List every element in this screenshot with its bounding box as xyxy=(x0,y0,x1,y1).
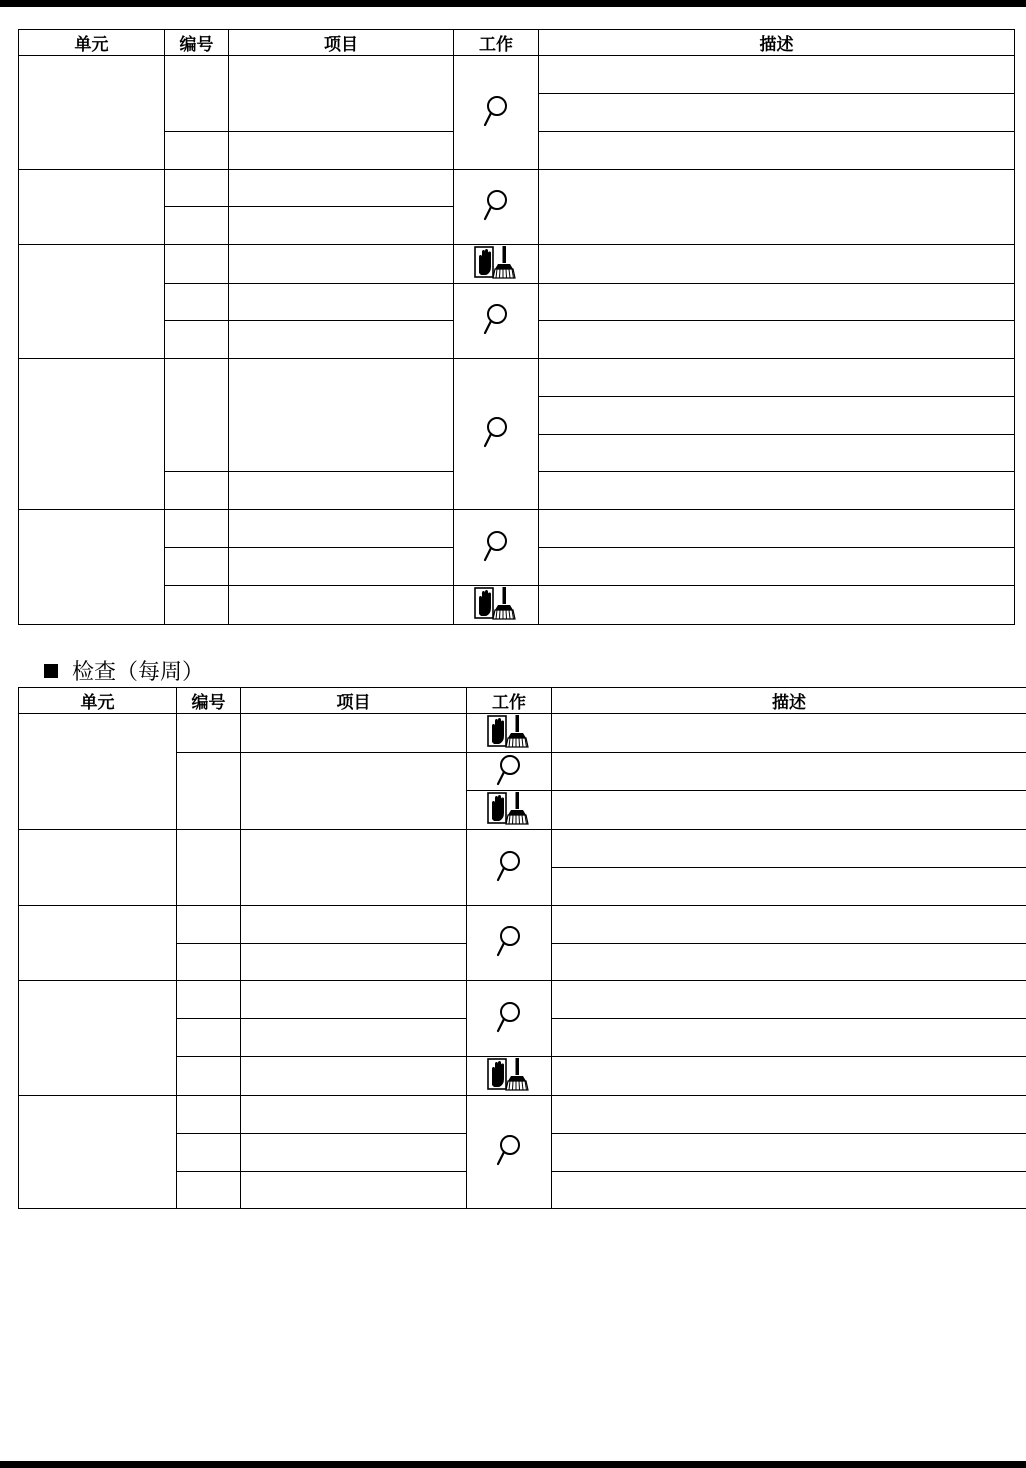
table-row xyxy=(19,830,1026,868)
bottom-rule xyxy=(0,1461,1026,1468)
magnifier-icon xyxy=(496,850,522,886)
work-cell xyxy=(467,753,552,791)
item-cell xyxy=(229,56,454,132)
item-cell xyxy=(229,472,454,510)
table-row xyxy=(19,906,1026,944)
work-cell xyxy=(454,56,539,170)
number-cell xyxy=(177,753,241,830)
item-cell xyxy=(241,1172,467,1209)
number-cell xyxy=(177,1057,241,1096)
description-cell xyxy=(552,830,1026,868)
description-cell xyxy=(539,510,1015,548)
description-cell xyxy=(539,359,1015,397)
header-work: 工作 xyxy=(467,688,552,714)
item-cell xyxy=(241,714,467,753)
description-cell xyxy=(539,586,1015,625)
top-rule xyxy=(0,0,1026,7)
header-unit: 单元 xyxy=(19,688,177,714)
magnifier-icon xyxy=(483,416,509,452)
magnifier-icon xyxy=(483,189,509,225)
maintenance-table-2 xyxy=(18,687,1026,1209)
magnifier-icon xyxy=(483,530,509,566)
description-cell xyxy=(552,753,1026,791)
number-cell xyxy=(165,284,229,321)
section-title-text: 检查（每周） xyxy=(72,660,205,685)
item-cell xyxy=(229,132,454,170)
description-cell xyxy=(552,1134,1026,1172)
hand-brush-icon xyxy=(474,586,518,624)
work-cell xyxy=(467,791,552,830)
work-cell xyxy=(454,245,539,284)
table-row xyxy=(19,245,1015,284)
number-cell xyxy=(177,1019,241,1057)
description-cell xyxy=(539,472,1015,510)
magnifier-icon xyxy=(483,95,509,131)
description-cell xyxy=(539,397,1015,435)
magnifier-icon xyxy=(496,1134,522,1170)
maintenance-table-1 xyxy=(18,29,1015,625)
description-cell xyxy=(539,321,1015,359)
header-unit: 单元 xyxy=(19,30,165,56)
unit-cell xyxy=(19,714,177,830)
item-cell xyxy=(241,753,467,830)
section-heading-weekly-inspection xyxy=(44,655,204,686)
work-cell xyxy=(454,170,539,245)
item-cell xyxy=(229,359,454,472)
item-cell xyxy=(241,981,467,1019)
work-cell xyxy=(467,981,552,1057)
unit-cell xyxy=(19,1096,177,1209)
item-cell xyxy=(229,321,454,359)
work-cell xyxy=(454,284,539,359)
number-cell xyxy=(165,321,229,359)
description-cell xyxy=(539,132,1015,170)
header-number: 编号 xyxy=(165,30,229,56)
number-cell xyxy=(177,830,241,906)
magnifier-icon xyxy=(483,303,509,339)
work-cell xyxy=(467,906,552,981)
hand-brush-icon xyxy=(487,714,531,752)
description-cell xyxy=(539,284,1015,321)
description-cell xyxy=(552,714,1026,753)
item-cell xyxy=(241,1134,467,1172)
magnifier-icon xyxy=(496,925,522,961)
header-item: 项目 xyxy=(229,30,454,56)
description-cell xyxy=(552,1019,1026,1057)
description-cell xyxy=(552,791,1026,830)
number-cell xyxy=(165,132,229,170)
table-row xyxy=(19,586,1015,625)
work-cell xyxy=(467,1057,552,1096)
number-cell xyxy=(165,359,229,472)
number-cell xyxy=(177,906,241,944)
description-cell xyxy=(539,56,1015,94)
number-cell xyxy=(177,1134,241,1172)
item-cell xyxy=(241,830,467,906)
number-cell xyxy=(165,207,229,245)
description-cell xyxy=(539,548,1015,586)
number-cell xyxy=(165,586,229,625)
item-cell xyxy=(241,1096,467,1134)
number-cell xyxy=(165,56,229,132)
description-cell xyxy=(552,1096,1026,1134)
description-cell xyxy=(539,245,1015,284)
hand-brush-icon xyxy=(487,1057,531,1095)
item-cell xyxy=(241,1057,467,1096)
item-cell xyxy=(241,1019,467,1057)
number-cell xyxy=(165,170,229,207)
header-work: 工作 xyxy=(454,30,539,56)
item-cell xyxy=(229,284,454,321)
table-row xyxy=(19,1096,1026,1134)
number-cell xyxy=(177,1096,241,1134)
unit-cell xyxy=(19,981,177,1096)
unit-cell xyxy=(19,170,165,245)
unit-cell xyxy=(19,359,165,510)
unit-cell xyxy=(19,56,165,170)
description-cell xyxy=(552,906,1026,944)
work-cell xyxy=(467,714,552,753)
unit-cell xyxy=(19,830,177,906)
table-row xyxy=(19,510,1015,548)
header-number: 编号 xyxy=(177,688,241,714)
number-cell xyxy=(165,548,229,586)
work-cell xyxy=(454,359,539,510)
item-cell xyxy=(241,906,467,944)
description-cell xyxy=(552,981,1026,1019)
number-cell xyxy=(177,981,241,1019)
description-cell xyxy=(552,868,1026,906)
header-description: 描述 xyxy=(552,688,1026,714)
item-cell xyxy=(229,586,454,625)
item-cell xyxy=(241,944,467,981)
header-description: 描述 xyxy=(539,30,1015,56)
magnifier-icon xyxy=(496,1001,522,1037)
item-cell xyxy=(229,548,454,586)
table-header-row xyxy=(19,30,1015,56)
work-cell xyxy=(467,1096,552,1209)
item-cell xyxy=(229,170,454,207)
work-cell xyxy=(454,510,539,586)
description-cell xyxy=(552,944,1026,981)
number-cell xyxy=(165,472,229,510)
description-cell xyxy=(539,94,1015,132)
table-row xyxy=(19,56,1015,94)
table-row xyxy=(19,359,1015,397)
number-cell xyxy=(177,944,241,981)
work-cell xyxy=(467,830,552,906)
description-cell xyxy=(539,435,1015,472)
unit-cell xyxy=(19,510,165,625)
work-cell xyxy=(454,586,539,625)
table-row xyxy=(19,170,1015,207)
item-cell xyxy=(229,207,454,245)
header-item: 项目 xyxy=(241,688,467,714)
table-row xyxy=(19,714,1026,753)
unit-cell xyxy=(19,906,177,981)
number-cell xyxy=(177,714,241,753)
hand-brush-icon xyxy=(474,245,518,283)
description-cell xyxy=(552,1172,1026,1209)
description-cell xyxy=(552,1057,1026,1096)
square-bullet-icon xyxy=(44,664,58,678)
description-cell xyxy=(539,170,1015,245)
table-row xyxy=(19,284,1015,321)
item-cell xyxy=(229,245,454,284)
hand-brush-icon xyxy=(487,791,531,829)
number-cell xyxy=(165,510,229,548)
magnifier-icon xyxy=(496,754,522,790)
item-cell xyxy=(229,510,454,548)
table-row xyxy=(19,981,1026,1019)
number-cell xyxy=(177,1172,241,1209)
number-cell xyxy=(165,245,229,284)
table-header-row xyxy=(19,688,1026,714)
unit-cell xyxy=(19,245,165,359)
